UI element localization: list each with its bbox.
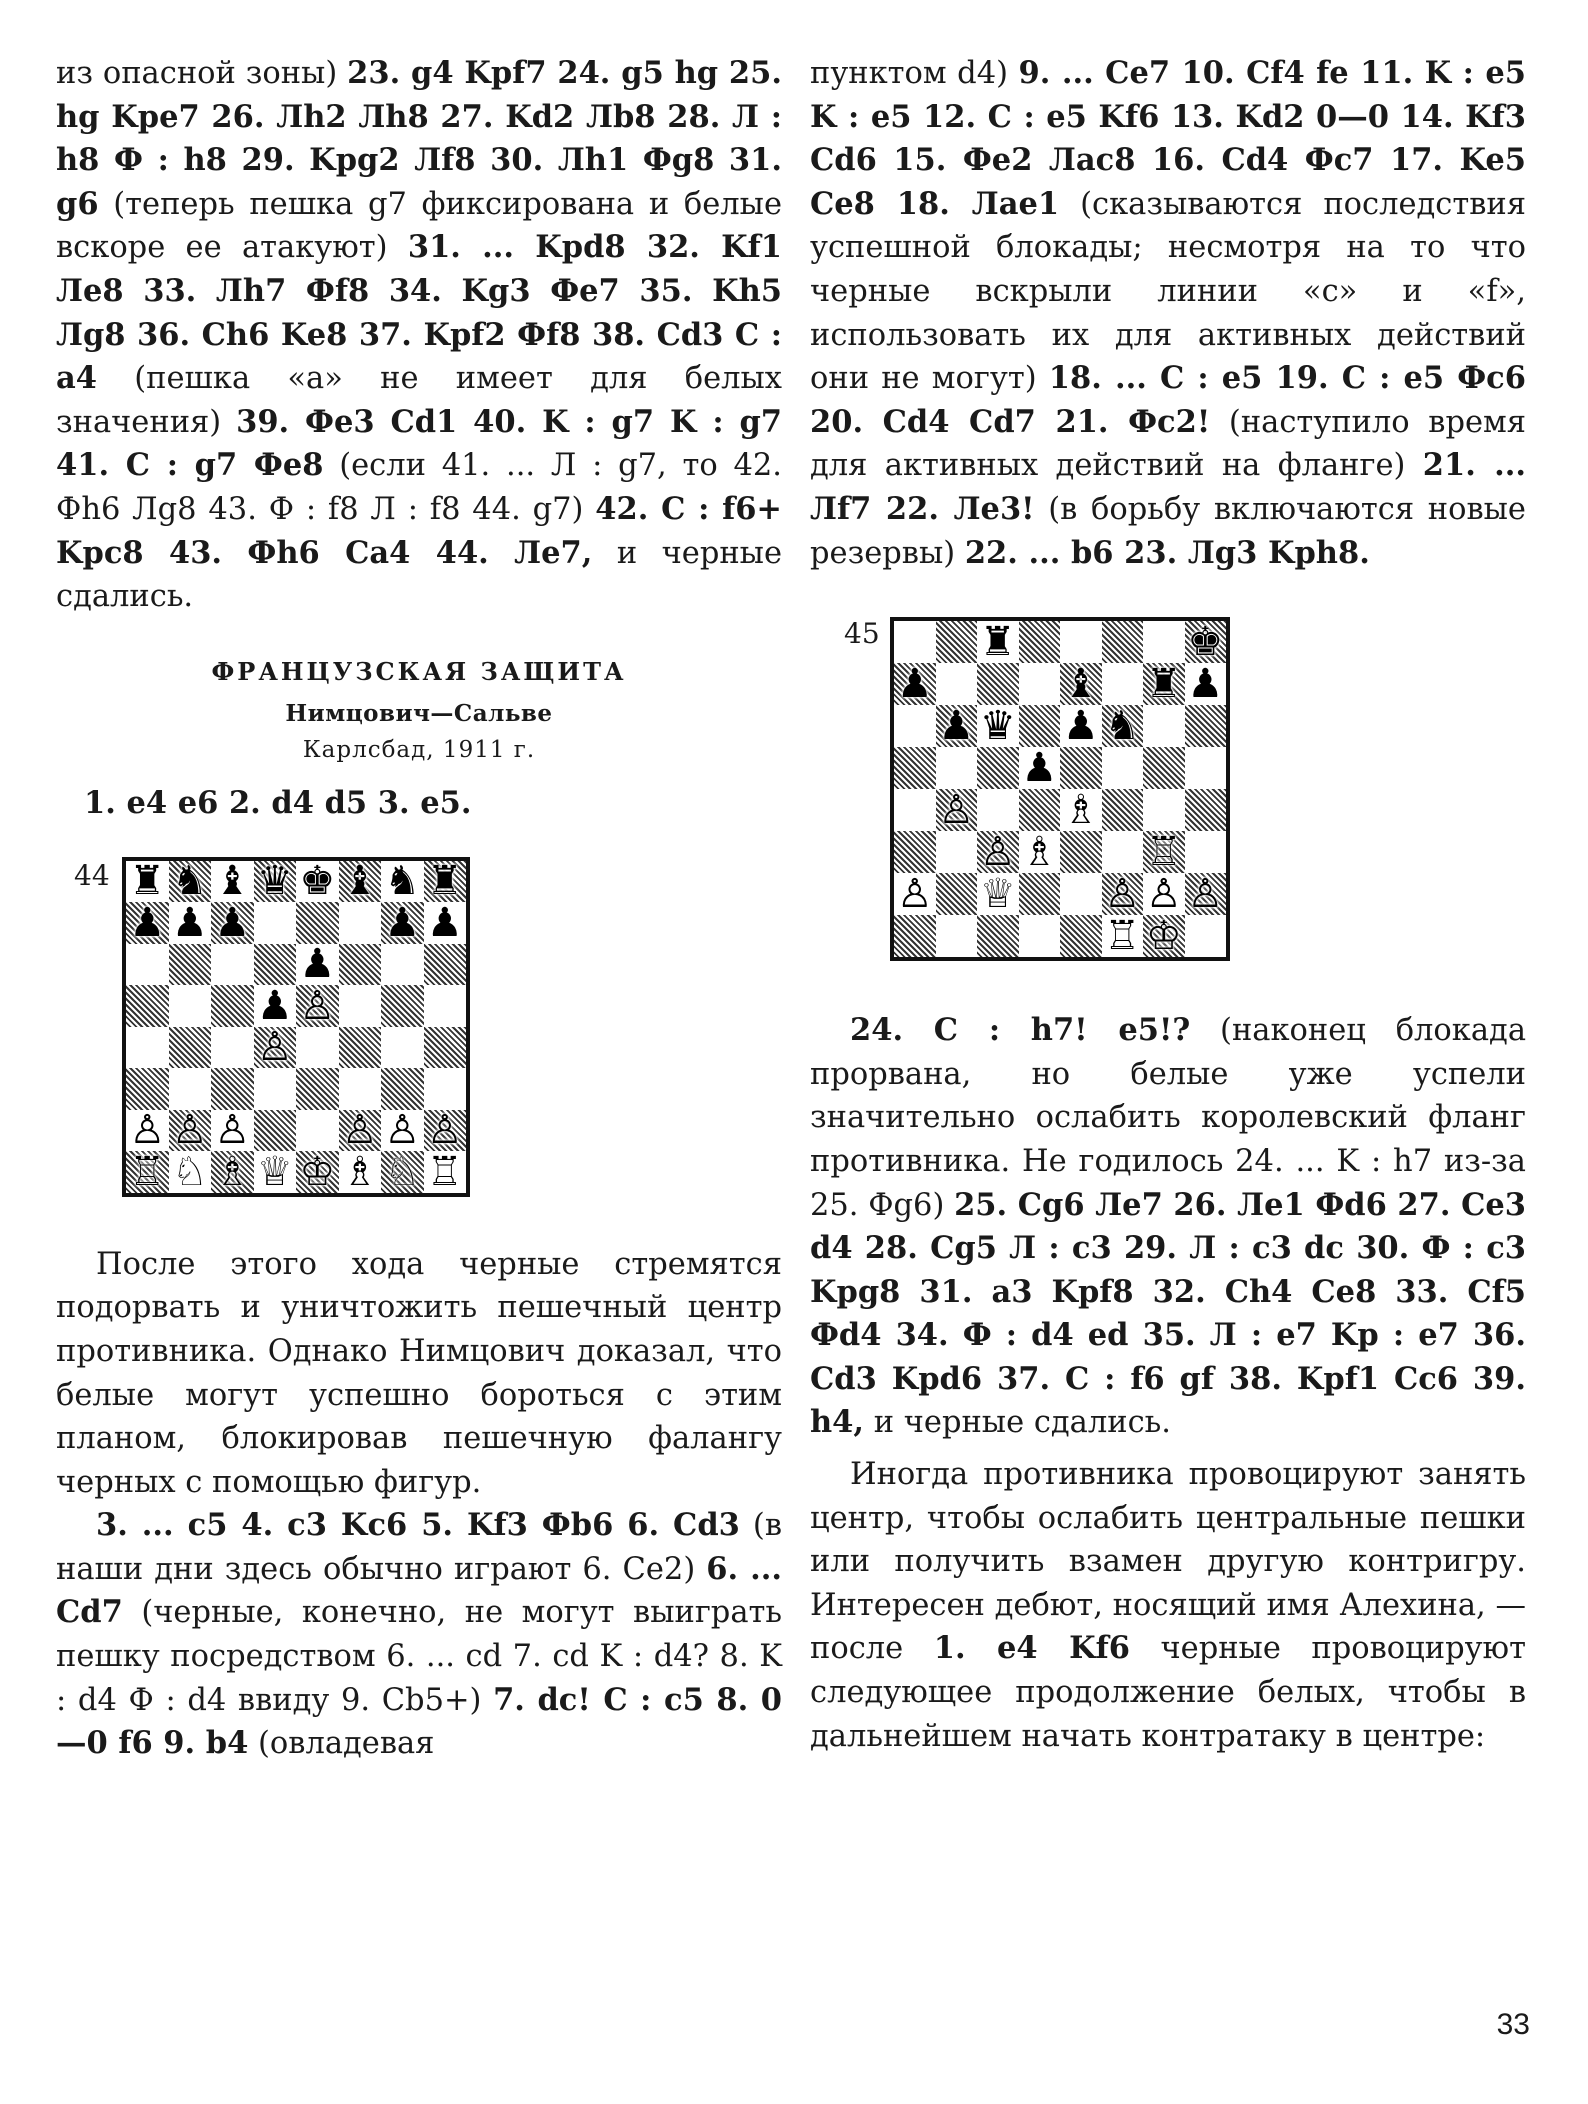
- right-para-3: [810, 1453, 1526, 1758]
- left-para-3: [56, 1504, 782, 1766]
- board-square: [977, 831, 1019, 873]
- board-square: [1143, 621, 1185, 663]
- comment-text: (наступило время для активных действий на фланге): [810, 404, 1526, 484]
- board-square: [381, 985, 424, 1027]
- comment-text: (если 41. ... Л : g7, то 42. Фh6 Лg8 43. Ф : f8 Л : f8 44. g7): [56, 448, 782, 527]
- board-square: [1143, 831, 1185, 873]
- board-square: [339, 902, 382, 944]
- board-square: [1143, 747, 1185, 789]
- comment-text: и черные сдались.: [56, 535, 782, 615]
- board-square: [169, 902, 212, 944]
- board-square: [1102, 831, 1144, 873]
- chess-piece-icon: ♟: [256, 985, 293, 1027]
- chess-piece-icon: ♙: [299, 985, 336, 1027]
- chess-diagram-45: [810, 575, 1526, 995]
- board-square: [211, 944, 254, 986]
- chess-board: [122, 857, 470, 1197]
- board-square: [894, 747, 936, 789]
- board-square: [1185, 747, 1227, 789]
- chess-piece-icon: ♙: [171, 1109, 208, 1152]
- board-square: [169, 1151, 212, 1193]
- board-square: [381, 861, 424, 903]
- board-square: [339, 1027, 382, 1069]
- board-square: [1102, 705, 1144, 747]
- board-square: [1060, 789, 1102, 831]
- board-square: [296, 861, 339, 903]
- board-square: [424, 944, 467, 986]
- chess-piece-icon: ♗: [341, 1151, 378, 1193]
- board-square: [169, 861, 212, 903]
- board-square: [169, 944, 212, 986]
- board-square: [936, 663, 978, 705]
- chess-piece-icon: ♖: [1145, 831, 1182, 874]
- chess-piece-icon: ♟: [1021, 747, 1058, 790]
- chess-piece-icon: ♙: [426, 1109, 463, 1152]
- move-text: 22. ... b6 23. Лg3 Kph8.: [964, 534, 1370, 571]
- board-square: [977, 873, 1019, 915]
- board-square: [339, 861, 382, 903]
- board-square: [1143, 663, 1185, 705]
- chess-piece-icon: ♙: [896, 873, 933, 916]
- game-place: Карлсбад, 1911 г.: [302, 736, 536, 763]
- chess-piece-icon: ♞: [384, 860, 421, 903]
- board-square: [1185, 663, 1227, 705]
- board-square: [126, 1027, 169, 1069]
- comment-text: Иногда противника провоцируют занять центр, чтобы ослабить центральные пешки или получить взамен другую контригру. Интересен дебют, носящий имя Алехина, — после: [810, 1457, 1526, 1667]
- board-square: [424, 1027, 467, 1069]
- board-square: [1102, 621, 1144, 663]
- board-square: [1060, 873, 1102, 915]
- board-square: [977, 789, 1019, 831]
- board-square: [1019, 831, 1061, 873]
- board-square: [894, 789, 936, 831]
- board-square: [1185, 915, 1227, 957]
- board-square: [936, 915, 978, 957]
- board-square: [424, 902, 467, 944]
- chess-piece-icon: ♙: [341, 1109, 378, 1152]
- move-text: 18. ... C : e5 19. C : e5 Фс6 20. Cd4 Cd7 21. Фс2!: [810, 360, 1526, 440]
- board-square: [296, 985, 339, 1027]
- board-square: [977, 705, 1019, 747]
- board-square: [381, 1110, 424, 1152]
- board-square: [169, 985, 212, 1027]
- chess-piece-icon: ♚: [299, 860, 336, 903]
- chess-piece-icon: ♛: [979, 705, 1016, 748]
- board-square: [1185, 705, 1227, 747]
- left-para-2: [56, 1243, 782, 1505]
- board-square: [211, 902, 254, 944]
- move-text: 7. dc! C : c5 8. 0—0 f6 9. b4: [56, 1681, 782, 1762]
- board-square: [894, 915, 936, 957]
- page-number: 33: [1496, 2008, 1530, 2041]
- board-square: [1019, 789, 1061, 831]
- chess-piece-icon: ♙: [938, 789, 975, 832]
- board-square: [894, 831, 936, 873]
- chess-piece-icon: ♙: [129, 1109, 166, 1152]
- board-square: [296, 902, 339, 944]
- chess-piece-icon: ♟: [896, 663, 933, 706]
- board-square: [1019, 705, 1061, 747]
- board-square: [381, 1027, 424, 1069]
- chess-piece-icon: ♟: [214, 902, 251, 944]
- board-square: [296, 1068, 339, 1110]
- chess-piece-icon: ♗: [214, 1151, 251, 1193]
- board-square: [1019, 915, 1061, 957]
- move-text: 25. Cg6 Ле7 26. Ле1 Фd6 27. Ce3 d4 28. Cg5 Л : c3 29. Л : c3 dc 30. Ф : c3 Kpg8 31. a3 Kpf8 32. Ch4 Ce8 33. Cf5 Фd4 34. Ф : d4 ed 35. Л : e7 Kp : e7 36. Cd3 Kpd6 37. C : f6 gf 38. Kpf1 Cc6 39. h4,: [810, 1186, 1527, 1441]
- comment-text: (в борьбу включаются новые резервы): [810, 491, 1526, 571]
- comment-text: (пешка «а» не имеет для белых значения): [56, 361, 782, 440]
- board-square: [339, 1151, 382, 1193]
- comment-text: пунктом d4): [810, 56, 1019, 91]
- board-square: [1185, 621, 1227, 663]
- board-square: [254, 1027, 297, 1069]
- board-square: [424, 1110, 467, 1152]
- board-square: [1143, 789, 1185, 831]
- chess-piece-icon: ♘: [384, 1151, 421, 1193]
- chess-board: [890, 617, 1230, 961]
- chess-piece-icon: ♛: [256, 860, 293, 903]
- board-square: [1185, 873, 1227, 915]
- board-square: [1060, 915, 1102, 957]
- board-square: [936, 789, 978, 831]
- opening-moves: 1. e4 e6 2. d4 d5 3. e5.: [84, 784, 472, 821]
- board-square: [126, 1151, 169, 1193]
- chess-piece-icon: ♟: [1062, 705, 1099, 748]
- board-square: [381, 1068, 424, 1110]
- board-square: [169, 1110, 212, 1152]
- chess-piece-icon: ♞: [1104, 705, 1141, 748]
- game-players: Нимцович—Сальве: [285, 699, 553, 727]
- board-square: [977, 915, 1019, 957]
- chess-piece-icon: ♚: [1187, 621, 1224, 664]
- board-square: [1019, 873, 1061, 915]
- chess-piece-icon: ♟: [171, 902, 208, 944]
- board-square: [894, 873, 936, 915]
- right-column: [810, 52, 1526, 1758]
- chess-diagram-44: [56, 825, 782, 1229]
- board-square: [1143, 873, 1185, 915]
- chess-piece-icon: ♗: [1021, 831, 1058, 874]
- board-square: [296, 1110, 339, 1152]
- board-square: [339, 944, 382, 986]
- board-square: [211, 1068, 254, 1110]
- chess-piece-icon: ♟: [299, 943, 336, 986]
- board-square: [936, 831, 978, 873]
- chess-piece-icon: ♖: [129, 1151, 166, 1193]
- board-square: [126, 985, 169, 1027]
- comment-text: и черные сдались.: [864, 1405, 1171, 1441]
- chess-piece-icon: ♞: [171, 860, 208, 903]
- move-text: 23. g4 Kpf7 24. g5 hg 25. hg Kpe7 26. Лh2 Лh8 27. Kd2 Лb8 28. Л : h8 Ф : h8 29. Kpg2 Лf8 30. Лh1 Фg8 31. g6: [56, 55, 782, 222]
- board-square: [1060, 705, 1102, 747]
- chess-piece-icon: ♘: [171, 1151, 208, 1193]
- chess-piece-icon: ♝: [341, 860, 378, 903]
- board-square: [126, 1110, 169, 1152]
- chess-piece-icon: ♟: [384, 902, 421, 944]
- board-square: [254, 861, 297, 903]
- chess-piece-icon: ♔: [1145, 915, 1182, 958]
- board-square: [424, 1068, 467, 1110]
- board-square: [894, 705, 936, 747]
- chess-piece-icon: ♙: [1104, 873, 1141, 916]
- comment-text: из опасной зоны): [56, 56, 348, 91]
- chess-piece-icon: ♜: [129, 860, 166, 903]
- board-square: [211, 985, 254, 1027]
- board-square: [254, 1151, 297, 1193]
- chess-piece-icon: ♜: [426, 860, 463, 903]
- move-text: 24. C : h7! e5!?: [850, 1012, 1191, 1049]
- board-square: [1102, 663, 1144, 705]
- chess-piece-icon: ♙: [1145, 873, 1182, 916]
- left-para-1: [56, 52, 782, 619]
- chess-piece-icon: ♖: [1104, 915, 1141, 958]
- board-square: [1102, 789, 1144, 831]
- board-square: [936, 621, 978, 663]
- board-square: [1143, 915, 1185, 957]
- chess-piece-icon: ♕: [256, 1151, 293, 1193]
- move-text: 31. ... Kpd8 32. Kf1 Ле8 33. Лh7 Фf8 34. Kg3 Фе7 35. Kh5 Лg8 36. Ch6 Ke8 37. Kpf2 Фf8 38. Cd3 C : a4: [56, 229, 783, 397]
- board-square: [169, 1068, 212, 1110]
- chess-piece-icon: ♜: [1145, 663, 1182, 706]
- board-square: [424, 861, 467, 903]
- chess-piece-icon: ♕: [979, 873, 1016, 916]
- board-square: [211, 1151, 254, 1193]
- chess-piece-icon: ♝: [1062, 663, 1099, 706]
- board-square: [211, 1027, 254, 1069]
- board-square: [1143, 705, 1185, 747]
- chess-piece-icon: ♟: [129, 902, 166, 944]
- board-square: [254, 985, 297, 1027]
- board-square: [211, 861, 254, 903]
- chess-piece-icon: ♟: [426, 902, 463, 944]
- comment-text: (черные, конечно, не могут выиграть пешку посредством 6. ... cd 7. cd K : d4? 8. K : d4 Ф : d4 ввиду 9. Cb5+): [56, 1595, 782, 1718]
- board-square: [894, 663, 936, 705]
- board-square: [424, 985, 467, 1027]
- board-square: [977, 621, 1019, 663]
- chess-piece-icon: ♝: [214, 860, 251, 903]
- board-square: [1102, 873, 1144, 915]
- diagram-number: 44: [74, 858, 110, 892]
- board-square: [339, 985, 382, 1027]
- board-square: [977, 663, 1019, 705]
- move-text: 1. e4 Kf6: [933, 1630, 1130, 1667]
- board-square: [977, 747, 1019, 789]
- board-square: [296, 1027, 339, 1069]
- board-square: [254, 1068, 297, 1110]
- move-text: 39. Фе3 Cd1 40. K : g7 K : g7 41. C : g7 Фе8: [56, 403, 782, 484]
- right-para-1: [810, 52, 1526, 575]
- board-square: [1060, 747, 1102, 789]
- move-text: 21. ... Лf7 22. Ле3!: [810, 447, 1527, 527]
- board-square: [894, 621, 936, 663]
- board-square: [296, 944, 339, 986]
- board-square: [381, 944, 424, 986]
- comment-text: (сказываются последствия успешной блокады; несмотря на то что черные вскрыли линии «с» и «f», использовать их для активных действий они не могут): [810, 186, 1526, 397]
- comment-text: (овладевая: [248, 1726, 435, 1762]
- board-square: [1060, 663, 1102, 705]
- board-square: [126, 1068, 169, 1110]
- board-square: [936, 705, 978, 747]
- move-text: 6. ... Cd7: [56, 1550, 782, 1631]
- chess-piece-icon: ♟: [938, 705, 975, 748]
- board-square: [126, 861, 169, 903]
- board-square: [126, 944, 169, 986]
- board-square: [211, 1110, 254, 1152]
- diagram-number: 45: [844, 617, 880, 651]
- chess-piece-icon: ♙: [1187, 873, 1224, 916]
- board-square: [1185, 789, 1227, 831]
- board-square: [424, 1151, 467, 1193]
- board-square: [126, 902, 169, 944]
- board-square: [1060, 621, 1102, 663]
- chess-piece-icon: ♜: [979, 621, 1016, 664]
- board-square: [381, 1151, 424, 1193]
- board-square: [1019, 621, 1061, 663]
- chess-piece-icon: ♙: [979, 831, 1016, 874]
- board-square: [1019, 747, 1061, 789]
- right-para-2: [810, 1009, 1526, 1445]
- board-square: [936, 747, 978, 789]
- chess-piece-icon: ♙: [214, 1109, 251, 1152]
- board-square: [169, 1027, 212, 1069]
- board-square: [339, 1110, 382, 1152]
- board-square: [254, 1110, 297, 1152]
- comment-text: После этого хода черные стремятся подорвать и уничтожить пешечный центр противника. Однако Нимцович доказал, что белые могут успешно бороться с этим планом, блокировав пешечную фалангу черных с помощью фигур.: [56, 1246, 782, 1500]
- chess-piece-icon: ♗: [1062, 789, 1099, 832]
- board-square: [254, 902, 297, 944]
- comment-text: (теперь пешка g7 фиксирована и белые вскоре ее атакуют): [56, 186, 782, 266]
- board-square: [1060, 831, 1102, 873]
- move-text: 42. C : f6+ Kpc8 43. Фh6 Ca4 44. Ле7,: [56, 490, 782, 571]
- chess-piece-icon: ♖: [426, 1151, 463, 1193]
- move-text: 9. ... Ce7 10. Cf4 fe 11. K : e5 K : e5 12. C : e5 Kf6 13. Kd2 0—0 14. Kf3 Cd6 15. Фе2 Лас8 16. Cd4 Фс7 17. Ke5 Ce8 18. Лае1: [810, 55, 1527, 222]
- comment-text: (наконец блокада прорвана, но белые уже успели значительно ослабить королевский фланг противника. Не годилось 24. ... K : h7 из-за 25. Фg6): [810, 1013, 1527, 1223]
- board-square: [381, 902, 424, 944]
- comment-text: (в наши дни здесь обычно играют 6. Ce2): [56, 1508, 782, 1587]
- board-square: [1102, 747, 1144, 789]
- board-square: [1102, 915, 1144, 957]
- comment-text: черные провоцируют следующее продолжение белых, чтобы в дальнейшем начать контратаку в центре:: [810, 1631, 1526, 1754]
- board-square: [1019, 663, 1061, 705]
- move-text: 3. ... c5 4. c3 Kc6 5. Kf3 Фb6 6. Cd3: [96, 1507, 740, 1544]
- board-square: [296, 1151, 339, 1193]
- board-square: [936, 873, 978, 915]
- chess-piece-icon: ♟: [1187, 663, 1224, 706]
- game-heading: ФРАНЦУЗСКАЯ ЗАЩИТА: [211, 656, 627, 686]
- left-column: [56, 52, 782, 1766]
- board-square: [1185, 831, 1227, 873]
- chess-piece-icon: ♔: [299, 1151, 336, 1193]
- board-square: [339, 1068, 382, 1110]
- board-square: [254, 944, 297, 986]
- chess-piece-icon: ♙: [384, 1109, 421, 1152]
- chess-piece-icon: ♙: [256, 1026, 293, 1069]
